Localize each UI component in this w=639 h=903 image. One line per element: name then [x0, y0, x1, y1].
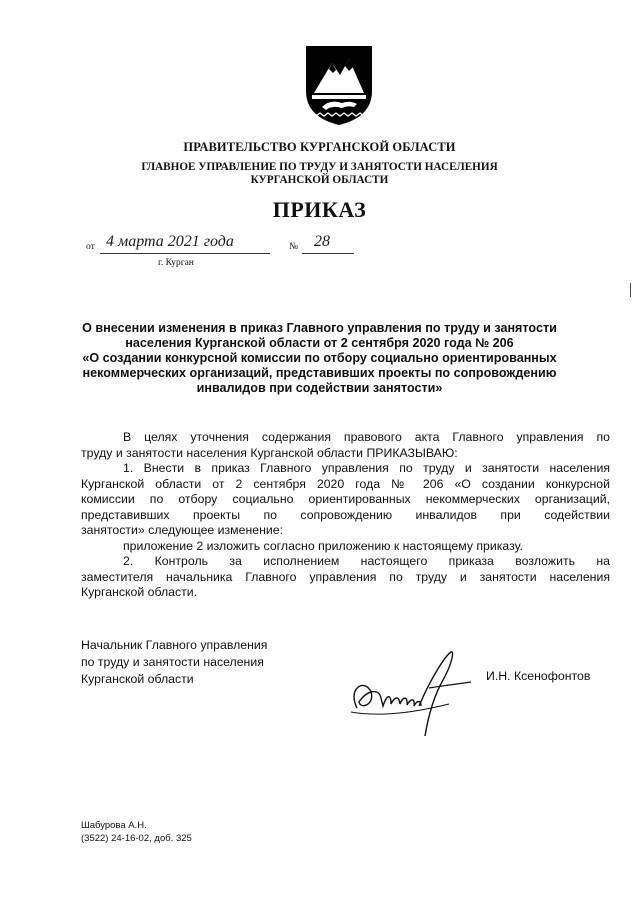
number-label: № — [289, 242, 299, 252]
executor-phone: (3522) 24-16-02, доб. 325 — [81, 833, 192, 844]
document-title — [0, 321, 639, 396]
title-line: некоммерческих организаций, представивших проекты по сопровождению — [82, 366, 557, 380]
position-line: Начальник Главного управления — [81, 638, 268, 652]
body-line: 1. Внести в приказ Главного управления по труду и занятости населения — [123, 461, 610, 475]
number-underline — [302, 253, 354, 254]
coat-of-arms-emblem — [302, 43, 376, 127]
body-line: комиссии по отбору социально ориентированных некоммерческих организаций, — [81, 492, 610, 506]
executor-name: Шабурова А.Н. — [81, 820, 147, 831]
body-line: занятости» следующее изменение: — [81, 523, 284, 537]
document-body — [81, 430, 610, 601]
date-underline — [100, 253, 270, 254]
position-line: по труду и занятости населения — [81, 655, 264, 669]
body-line: труду и занятости населения Курганской области ПРИКАЗЫВАЮ: — [81, 445, 458, 460]
body-line: 2. Контроль за исполнением настоящего приказа возложить на — [123, 554, 610, 568]
body-line: приложение 2 изложить согласно приложению к настоящему приказу. — [123, 538, 523, 553]
body-line: В целях уточнения содержания правового акта Главного управления по — [123, 430, 610, 444]
title-line: населения Курганской области от 2 сентября 2020 года № 206 — [125, 336, 514, 350]
handwritten-date: 4 марта 2021 года — [106, 233, 234, 250]
department-name-line1: ГЛАВНОЕ УПРАВЛЕНИЕ ПО ТРУДУ И ЗАНЯТОСТИ НАСЕЛЕНИЯ — [141, 161, 498, 173]
title-line: «О создании конкурсной комиссии по отбору социально ориентированных — [82, 351, 557, 365]
handwritten-signature — [345, 648, 475, 740]
body-line: представивших проекты по сопровождению инвалидов при содействии — [81, 507, 610, 522]
handwritten-number: 28 — [314, 233, 330, 250]
government-name: ПРАВИТЕЛЬСТВО КУРГАНСКОЙ ОБЛАСТИ — [183, 140, 456, 154]
body-line: Курганской области от 2 сентября 2020 года № 206 «О создании конкурсной — [81, 476, 610, 491]
body-line: Курганской области. — [81, 585, 198, 599]
signatory-name: И.Н. Ксенофонтов — [486, 669, 591, 683]
executor-info — [81, 819, 192, 845]
document-type: ПРИКАЗ — [272, 197, 367, 222]
title-line: инвалидов при содействии занятости» — [196, 381, 443, 395]
city: г. Курган — [158, 258, 194, 268]
title-line: О внесении изменения в приказ Главного управления по труду и занятости — [82, 321, 557, 335]
page-edge-mark — [630, 283, 631, 297]
position-line: Курганской области — [81, 672, 194, 686]
body-line: заместителя начальника Главного управления по труду и занятости населения — [81, 569, 610, 584]
department-name-line2: КУРГАНСКОЙ ОБЛАСТИ — [250, 174, 389, 186]
signatory-position — [81, 637, 267, 688]
from-label: от — [86, 242, 95, 252]
